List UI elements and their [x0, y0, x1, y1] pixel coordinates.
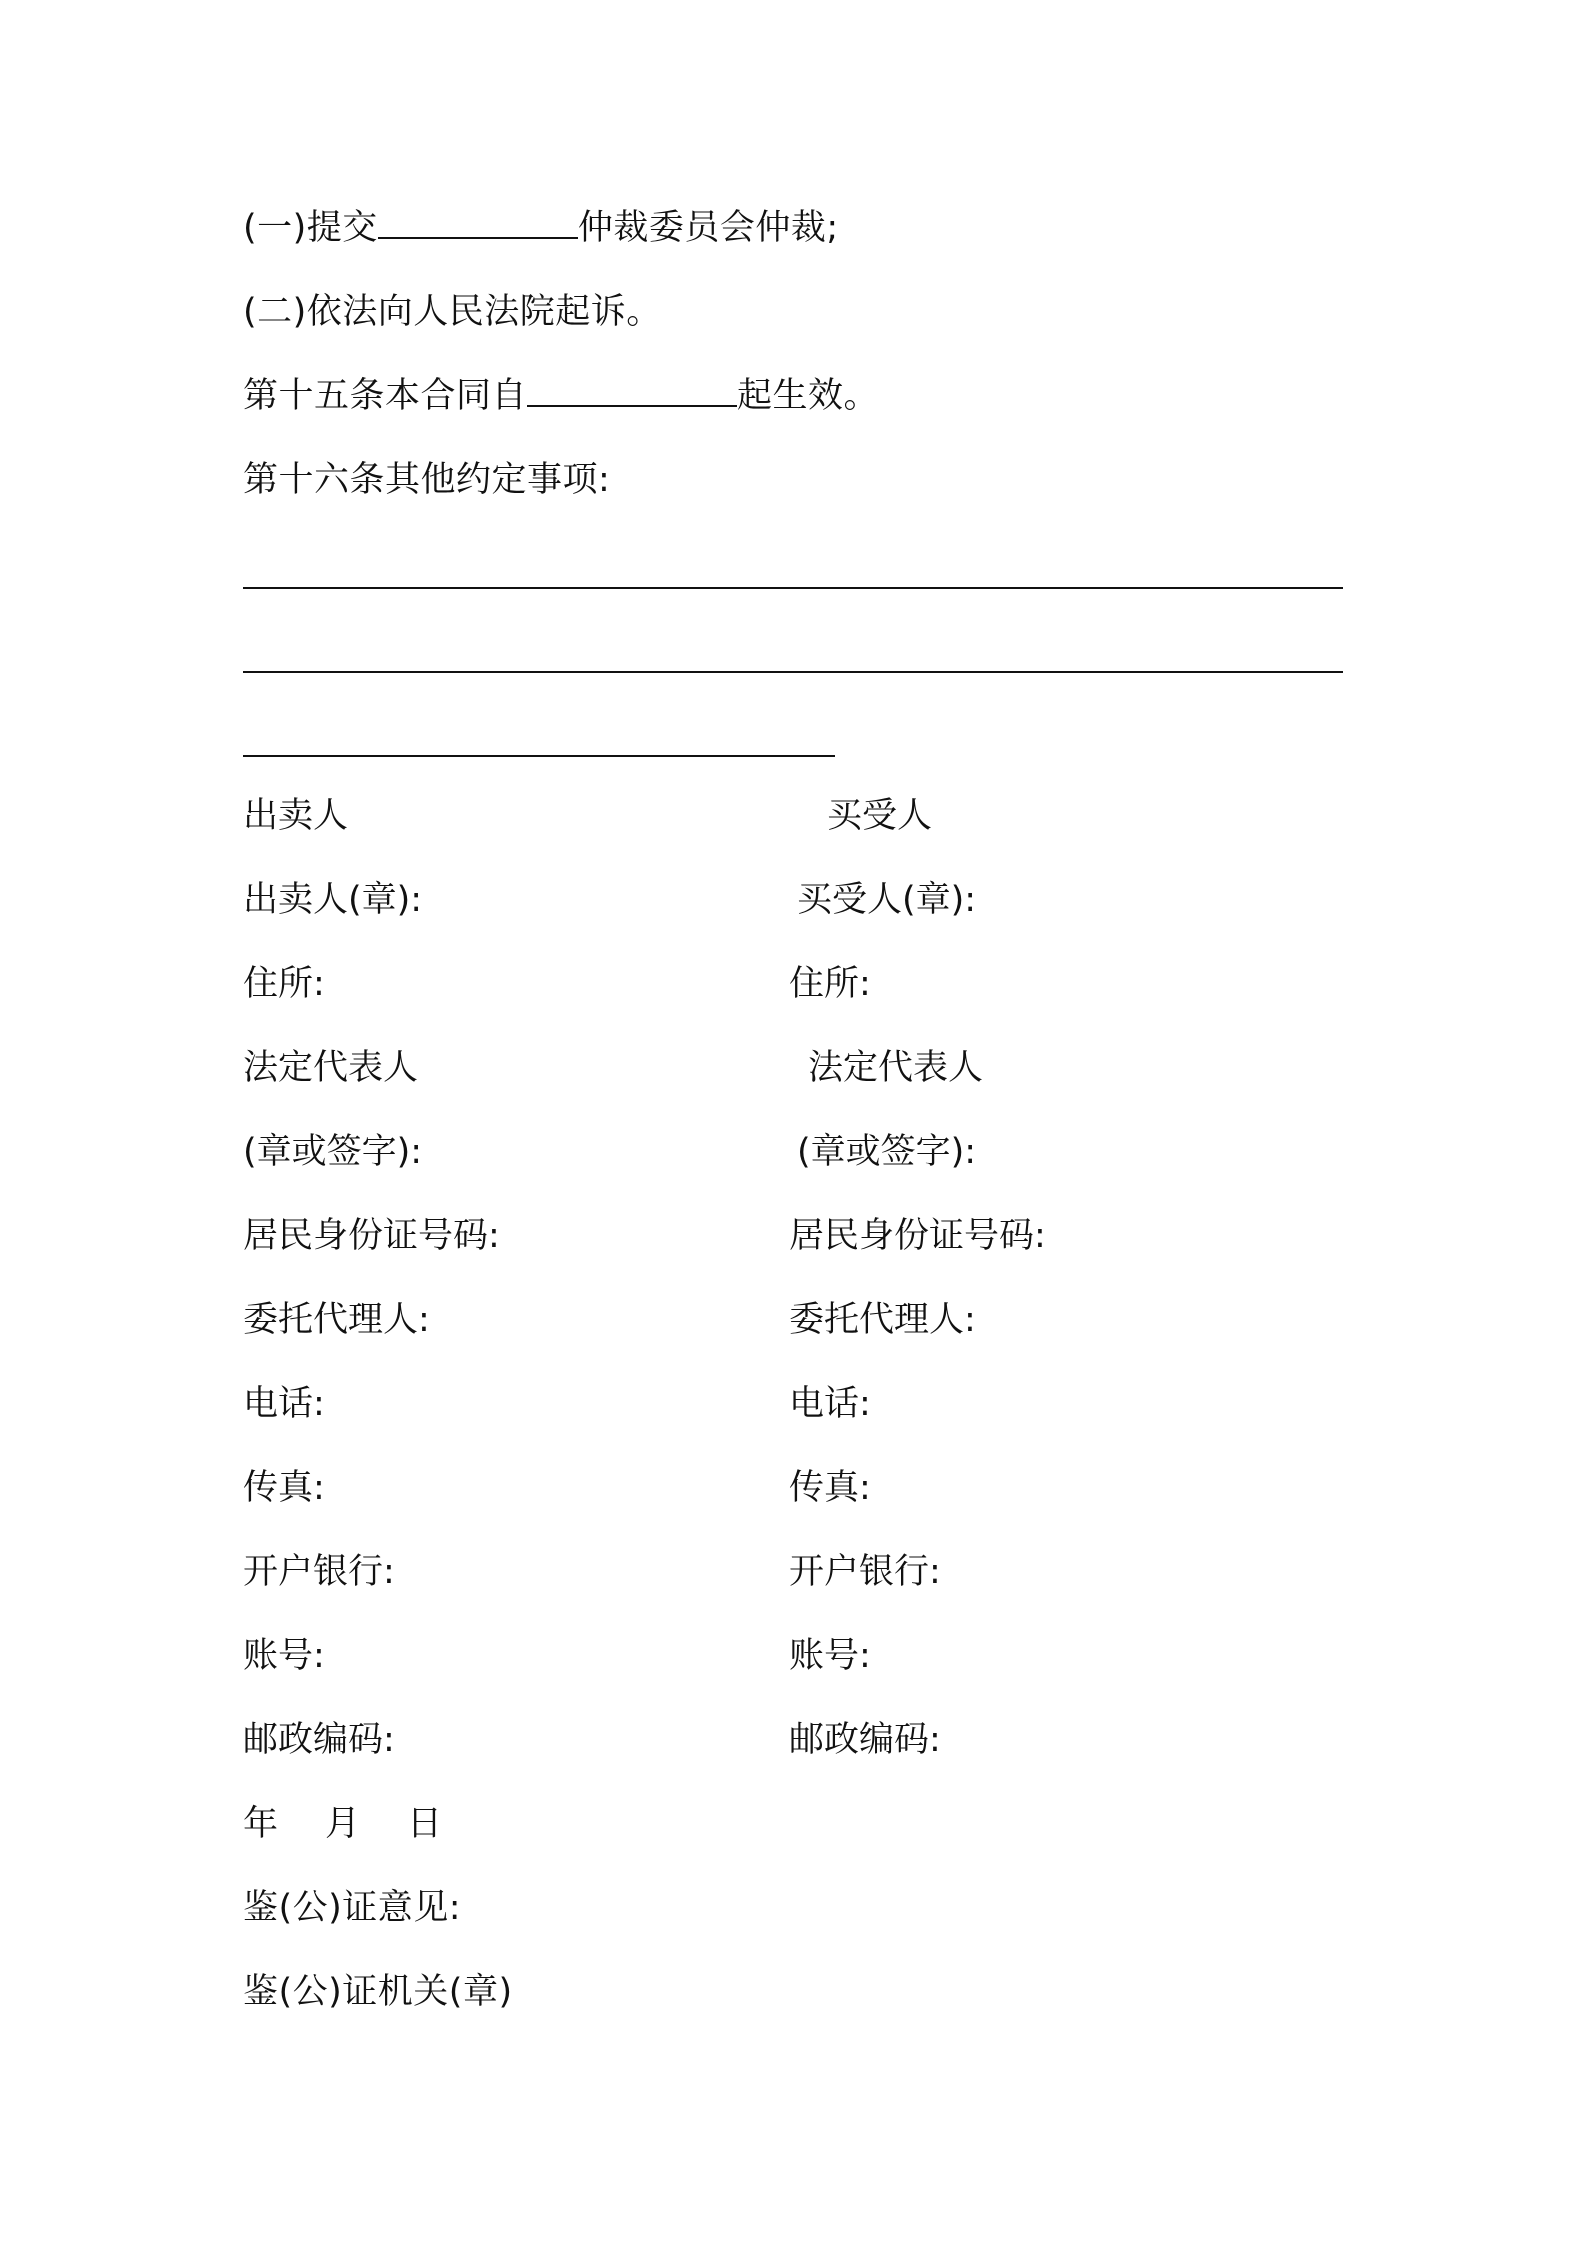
seller-fax: 传真:: [243, 1468, 325, 1508]
signing-date: 年 月 日: [243, 1804, 443, 1844]
other-matters-blank-line-3: [243, 755, 835, 757]
effective-date-blank: [527, 375, 737, 407]
seller-heading: 出卖人: [243, 796, 349, 836]
article-15-suffix: 起生效。: [737, 376, 880, 416]
seller-seal: 出卖人(章):: [243, 880, 423, 920]
buyer-bank: 开户银行:: [789, 1552, 941, 1592]
seller-seal-or-sign: (章或签字):: [243, 1132, 423, 1172]
buyer-id-number: 居民身份证号码:: [789, 1216, 1046, 1256]
buyer-legal-rep: 法定代表人: [808, 1048, 984, 1088]
seller-phone: 电话:: [243, 1384, 325, 1424]
buyer-agent: 委托代理人:: [789, 1300, 976, 1340]
buyer-heading: 买受人: [827, 796, 933, 836]
clause-item-1: [243, 206, 839, 250]
buyer-account: 账号:: [789, 1636, 871, 1676]
article-15: [243, 374, 879, 418]
arbitration-committee-blank: [378, 207, 578, 239]
buyer-seal: 买受人(章):: [797, 880, 977, 920]
article-15-prefix: 第十五条本合同自: [243, 376, 528, 416]
other-matters-blank-line-2: [243, 671, 1343, 673]
clause-item-2: (二)依法向人民法院起诉。: [243, 292, 662, 332]
buyer-address: 住所:: [789, 964, 871, 1004]
seller-account: 账号:: [243, 1636, 325, 1676]
seller-legal-rep: 法定代表人: [243, 1048, 419, 1088]
seller-id-number: 居民身份证号码:: [243, 1216, 500, 1256]
notary-opinion: 鉴(公)证意见:: [243, 1888, 462, 1928]
seller-address: 住所:: [243, 964, 325, 1004]
seller-postcode: 邮政编码:: [243, 1720, 395, 1760]
seller-agent: 委托代理人:: [243, 1300, 430, 1340]
clause-item-1-prefix: (一)提交: [243, 208, 378, 248]
clause-item-1-suffix: 仲裁委员会仲裁;: [577, 208, 839, 248]
buyer-fax: 传真:: [789, 1468, 871, 1508]
buyer-postcode: 邮政编码:: [789, 1720, 941, 1760]
seller-bank: 开户银行:: [243, 1552, 395, 1592]
other-matters-blank-line-1: [243, 587, 1343, 589]
article-16: 第十六条其他约定事项:: [243, 460, 611, 500]
notary-office-seal: 鉴(公)证机关(章): [243, 1972, 513, 2012]
buyer-phone: 电话:: [789, 1384, 871, 1424]
buyer-seal-or-sign: (章或签字):: [797, 1132, 977, 1172]
